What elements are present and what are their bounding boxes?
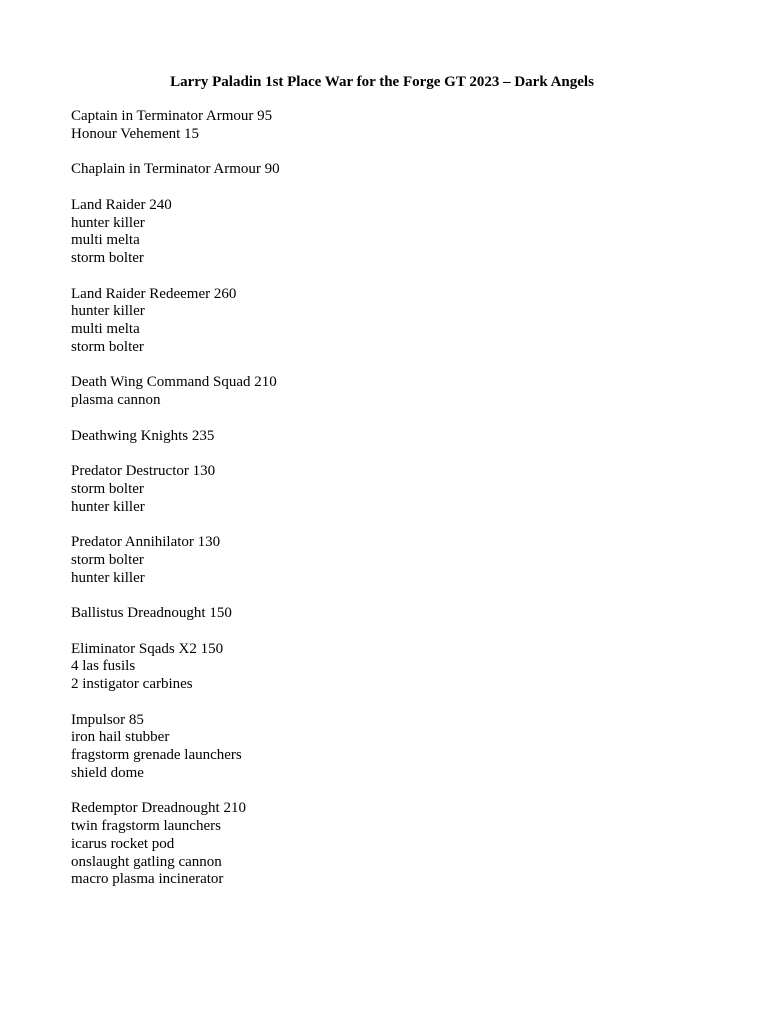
unit-line: hunter killer — [71, 303, 145, 320]
unit-line: storm bolter — [71, 480, 144, 497]
unit-entry-redemptor-dreadnought — [71, 800, 711, 889]
unit-entry-land-raider-redeemer — [71, 286, 711, 357]
unit-line: storm bolter — [71, 338, 144, 355]
unit-line: Chaplain in Terminator Armour 90 — [71, 161, 280, 178]
unit-entry-ballistus-dreadnought — [71, 605, 711, 623]
unit-entry-captain — [71, 108, 711, 144]
unit-line: hunter killer — [71, 214, 145, 231]
unit-line: storm bolter — [71, 250, 144, 266]
unit-line: plasma cannon — [71, 392, 161, 408]
unit-entry-deathwing-knights — [71, 428, 711, 446]
unit-line: multi melta — [71, 321, 140, 337]
unit-line: twin fragstorm launchers — [71, 818, 221, 834]
unit-line: macro plasma incinerator — [71, 871, 224, 888]
unit-line: Deathwing Knights 235 — [71, 427, 215, 444]
unit-line: fragstorm grenade launchers — [71, 747, 242, 763]
unit-line: Redemptor Dreadnought 210 — [71, 800, 246, 817]
unit-line: Eliminator Sqads X2 150 — [71, 640, 224, 657]
unit-line: Predator Annihilator 130 — [71, 534, 221, 550]
unit-line: Honour Vehement 15 — [71, 125, 200, 142]
unit-line: hunter killer — [71, 498, 145, 515]
unit-line: iron hail stubber — [71, 729, 170, 746]
unit-entry-predator-destructor — [71, 463, 711, 516]
unit-line: 4 las fusils — [71, 658, 136, 675]
unit-line: Ballistus Dreadnought 150 — [71, 605, 232, 621]
unit-entry-eliminator-squads — [71, 641, 711, 694]
unit-entry-impulsor — [71, 712, 711, 783]
unit-line: Land Raider Redeemer 260 — [71, 285, 237, 302]
unit-line: hunter killer — [71, 569, 145, 586]
unit-line: storm bolter — [71, 551, 144, 568]
unit-line: Death Wing Command Squad 210 — [71, 374, 277, 391]
unit-line: Impulsor 85 — [71, 711, 144, 728]
army-list — [71, 108, 711, 907]
document-title: Larry Paladin 1st Place War for the Forge GT 2023 – Dark Angels — [170, 74, 594, 90]
unit-line: 2 instigator carbines — [71, 676, 193, 692]
unit-line: onslaught gatling cannon — [71, 853, 222, 870]
unit-line: icarus rocket pod — [71, 835, 175, 852]
unit-entry-land-raider — [71, 197, 711, 268]
unit-line: Captain in Terminator Armour 95 — [71, 108, 273, 124]
unit-line: multi melta — [71, 232, 140, 249]
unit-line: shield dome — [71, 764, 144, 781]
unit-line: Land Raider 240 — [71, 196, 172, 213]
unit-entry-predator-annihilator — [71, 534, 711, 587]
unit-entry-chaplain — [71, 161, 711, 179]
unit-entry-deathwing-command-squad — [71, 374, 711, 410]
unit-line: Predator Destructor 130 — [71, 463, 216, 479]
